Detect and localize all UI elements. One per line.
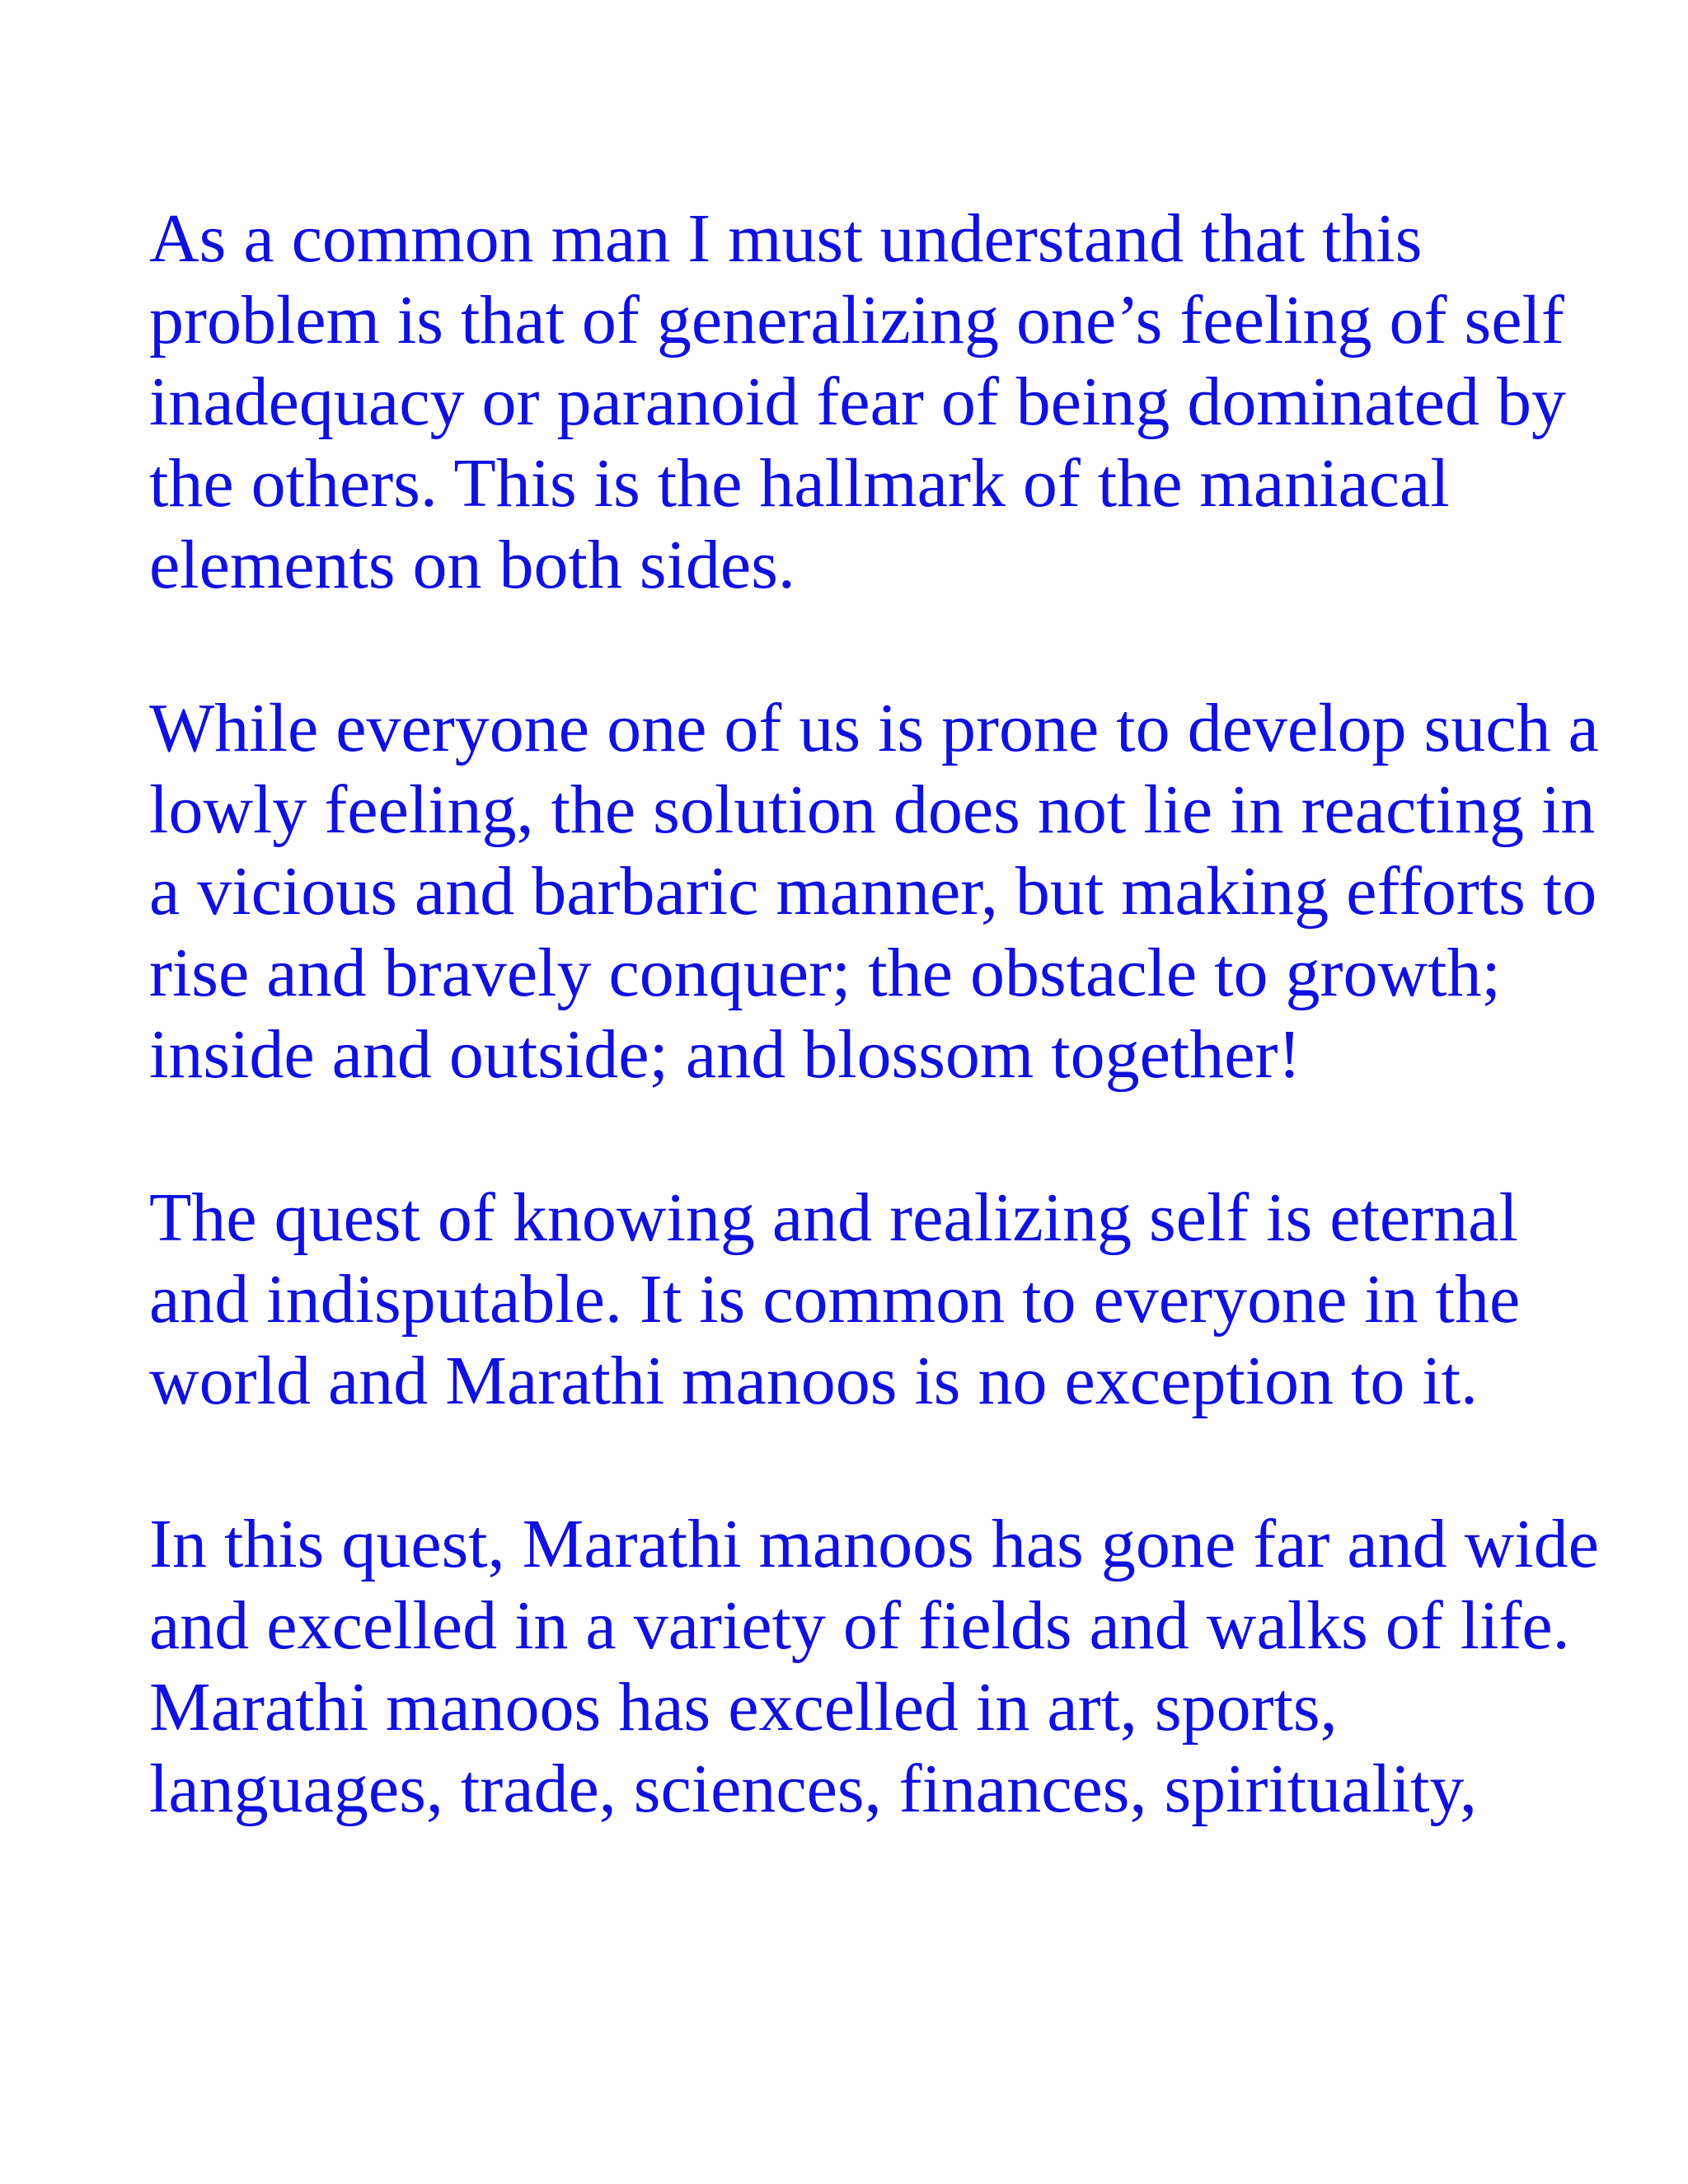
text-line: As a common man I must understand that this: [149, 200, 1423, 277]
text-line: world and Marathi manoos is no exception to it.: [149, 1343, 1479, 1419]
paragraph-1: [149, 198, 1682, 606]
text-line: languages, trade, sciences, finances, spirituality,: [149, 1750, 1477, 1827]
text-line: In this quest, Marathi manoos has gone far and wide: [149, 1506, 1599, 1582]
text-line: inside and outside; and blossom together!: [149, 1016, 1301, 1093]
text-line: and excelled in a variety of fields and walks of life.: [149, 1587, 1570, 1664]
text-line: and indisputable. It is common to everyone in the: [149, 1261, 1521, 1338]
paragraph-4: [149, 1503, 1682, 1830]
text-line: Marathi manoos has excelled in art, sports,: [149, 1669, 1338, 1746]
text-line: elements on both sides.: [149, 527, 795, 603]
text-line: rise and bravely conquer; the obstacle to growth;: [149, 935, 1501, 1011]
paragraph-2: [149, 687, 1682, 1095]
text-line: The quest of knowing and realizing self is eternal: [149, 1179, 1518, 1256]
text-line: inadequacy or paranoid fear of being dominated by: [149, 363, 1567, 440]
paragraph-3: [149, 1177, 1682, 1422]
text-line: lowly feeling, the solution does not lie in reacting in: [149, 771, 1596, 848]
text-line: the others. This is the hallmark of the maniacal: [149, 445, 1450, 522]
text-line: a vicious and barbaric manner, but making efforts to: [149, 853, 1597, 930]
text-line: problem is that of generalizing one’s feeling of self: [149, 282, 1564, 359]
body-text: [149, 198, 1682, 1911]
text-line: While everyone one of us is prone to develop such a: [149, 690, 1599, 766]
